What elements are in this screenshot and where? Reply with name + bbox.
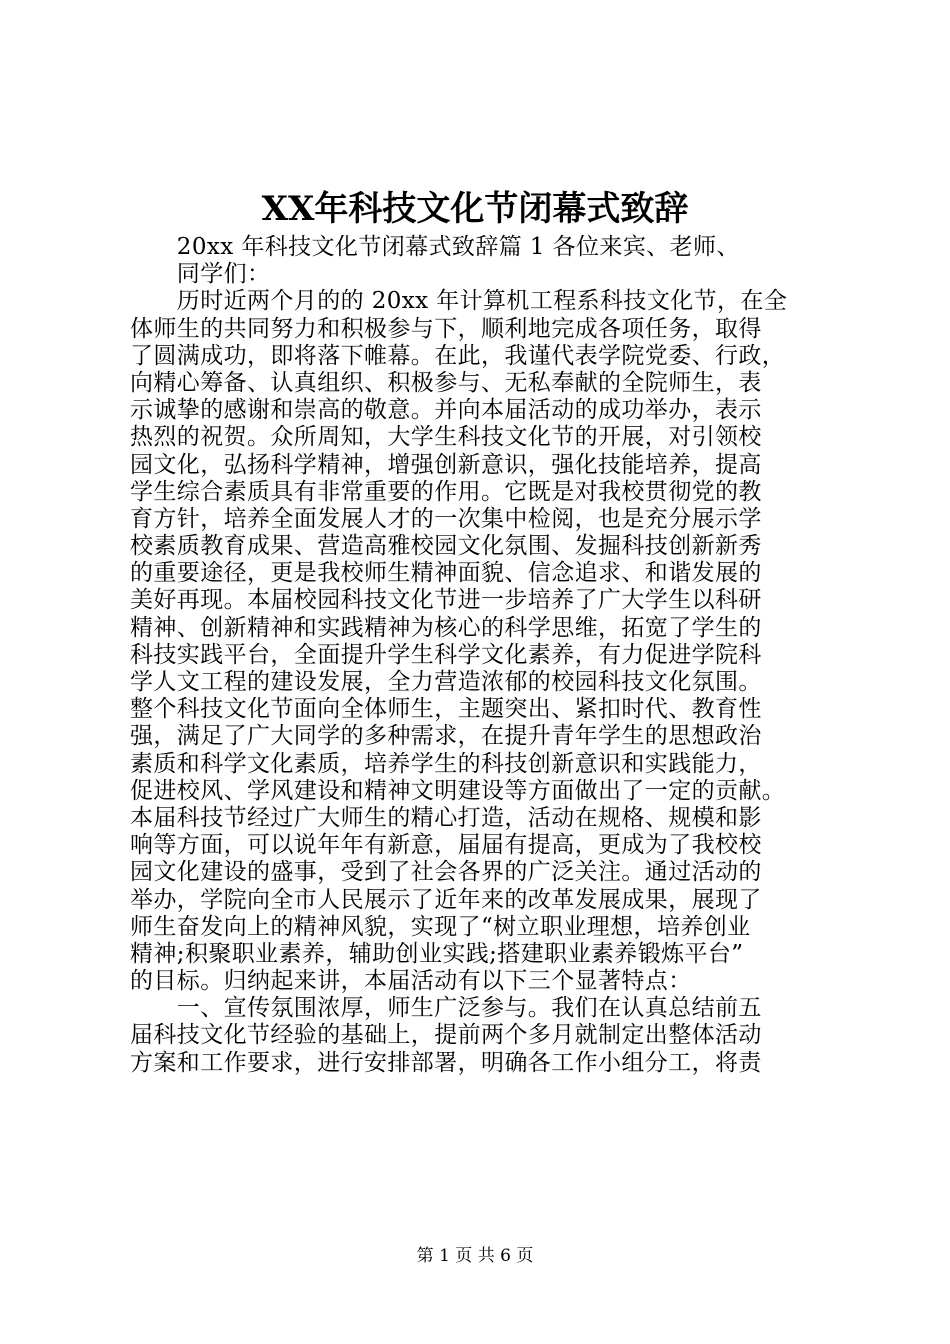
document-title: XX年科技文化节闭幕式致辞	[261, 189, 689, 229]
body-line: 同学们：	[130, 261, 271, 288]
body-line: 举办，学院向全市人民展示了近年来的改革发展成果，展现了	[130, 886, 762, 913]
body-line: 强，满足了广大同学的多种需求，在提升青年学生的思想政治	[130, 723, 762, 750]
body-line: 育方针，培养全面发展人才的一次集中检阅，也是充分展示学	[130, 505, 762, 532]
page-number-footer: 第 1 页 共 6 页	[416, 1246, 534, 1266]
body-line: 届科技文化节经验的基础上，提前两个多月就制定出整体活动	[130, 1022, 762, 1049]
body-paragraph	[130, 234, 830, 1077]
body-line: 了圆满成功，即将落下帷幕。在此，我谨代表学院党委、行政，	[130, 342, 786, 369]
body-line: 的目标。归纳起来讲，本届活动有以下三个显著特点：	[130, 968, 692, 995]
body-line: 一、宣传氛围浓厚，师生广泛参与。我们在认真总结前五	[130, 995, 762, 1022]
body-line: 示诚挚的感谢和崇高的敬意。并向本届活动的成功举办，表示	[130, 397, 762, 424]
body-line: 促进校风、学风建设和精神文明建设等方面做出了一定的贡献。	[130, 777, 786, 804]
body-line: 精神;积聚职业素养，辅助创业实践;搭建职业素养锻炼平台”	[130, 940, 744, 967]
body-line: 精神、创新精神和实践精神为核心的科学思维，拓宽了学生的	[130, 614, 762, 641]
body-line: 响等方面，可以说年年有新意，届届有提高，更成为了我校校	[130, 832, 762, 859]
body-line: 整个科技文化节面向全体师生，主题突出、紧扣时代、教育性	[130, 696, 762, 723]
body-line: 学生综合素质具有非常重要的作用。它既是对我校贯彻党的教	[130, 478, 762, 505]
body-line: 师生奋发向上的精神风貌，实现了“树立职业理想，培养创业	[130, 913, 751, 940]
document-body	[130, 234, 830, 1077]
body-line: 体师生的共同努力和积极参与下，顺利地完成各项任务，取得	[130, 315, 762, 342]
body-line: 校素质教育成果、营造高雅校园文化氛围、发掘科技创新新秀	[130, 533, 762, 560]
body-line: 方案和工作要求，进行安排部署，明确各工作小组分工，将责	[130, 1049, 762, 1076]
body-line: 的重要途径，更是我校师生精神面貌、信念追求、和谐发展的	[130, 560, 762, 587]
body-line: 美好再现。本届校园科技文化节进一步培养了广大学生以科研	[130, 587, 762, 614]
body-line: 园文化，弘扬科学精神，增强创新意识，强化技能培养，提高	[130, 451, 762, 478]
body-line: 素质和科学文化素质，培养学生的科技创新意识和实践能力，	[130, 750, 762, 777]
body-line: 科技实践平台，全面提升学生科学文化素养，有力促进学院科	[130, 641, 762, 668]
body-line: 向精心筹备、认真组织、积极参与、无私奉献的全院师生，表	[130, 369, 762, 396]
body-line: 20xx 年科技文化节闭幕式致辞篇 1 各位来宾、老师、	[130, 234, 740, 260]
body-line: 历时近两个月的的 20xx 年计算机工程系科技文化节，在全	[130, 288, 788, 315]
body-line: 学人文工程的建设发展，全力营造浓郁的校园科技文化氛围。	[130, 669, 762, 695]
body-line: 本届科技节经过广大师生的精心打造，活动在规格、规模和影	[130, 804, 762, 831]
body-line: 园文化建设的盛事，受到了社会各界的广泛关注。通过活动的	[130, 859, 762, 886]
body-line: 热烈的祝贺。众所周知，大学生科技文化节的开展，对引领校	[130, 424, 762, 451]
